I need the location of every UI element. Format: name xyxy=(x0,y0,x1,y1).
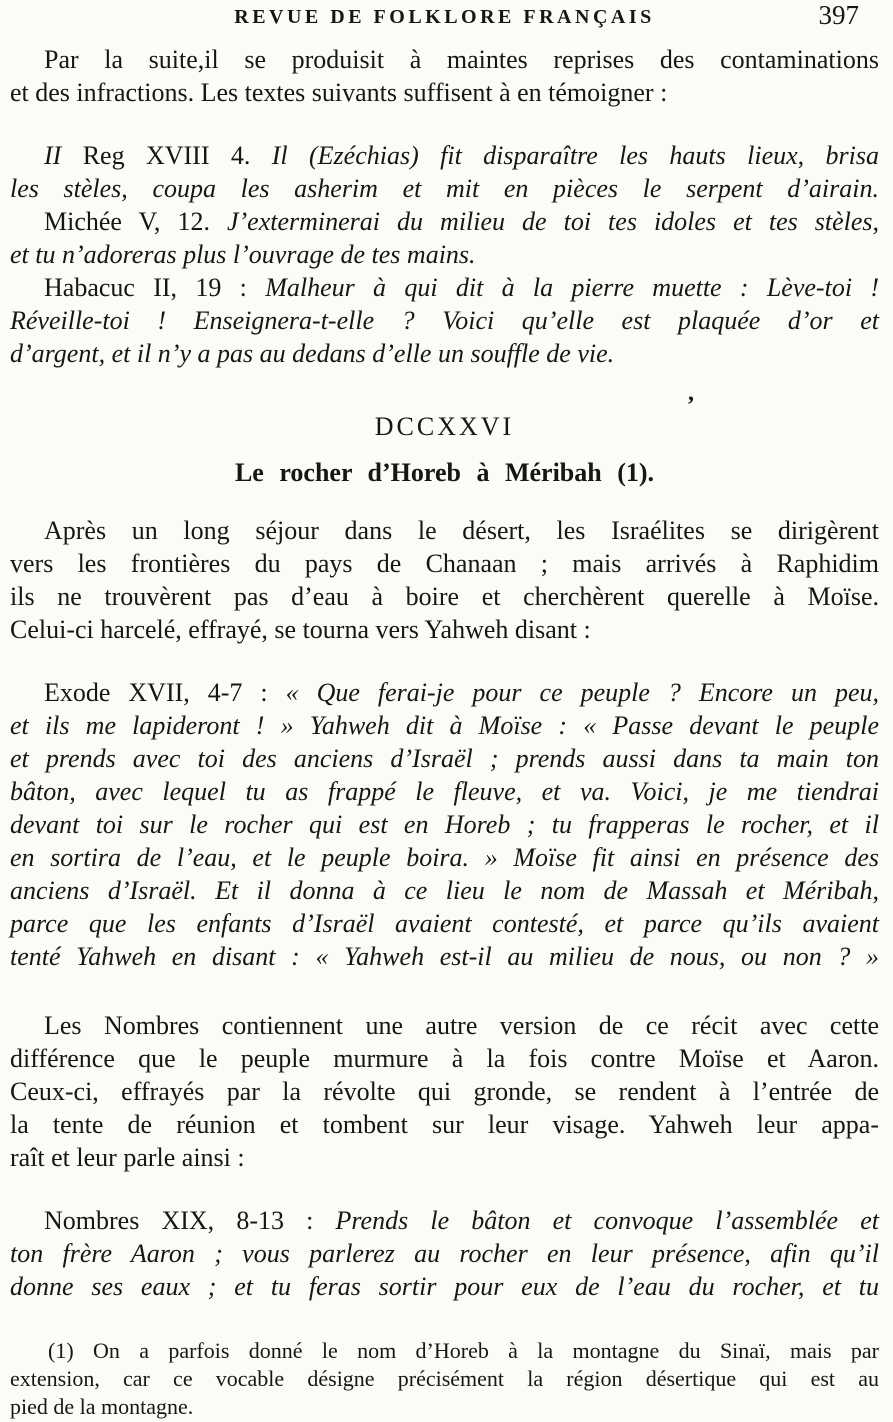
footnote xyxy=(10,1337,879,1421)
text-line xyxy=(10,1365,879,1393)
journal-title: REVUE DE FOLKLORE FRANÇAIS xyxy=(234,6,655,28)
roman-text: Après un long séjour dans le désert, les Israélites se dirigèrent xyxy=(44,516,879,545)
text-line xyxy=(10,709,879,742)
italic-text: et ils me lapideront ! » Yahweh dit à Moïse : « Passe devant le peuple xyxy=(10,711,879,740)
roman-text: Habacuc II, 19 : xyxy=(44,273,266,302)
roman-text: et des infractions. Les textes suivants suffisent à en témoigner : xyxy=(10,78,668,107)
quotation-block xyxy=(10,271,879,370)
text-line xyxy=(10,613,879,646)
italic-text: Il (Ezéchias) fit disparaître les hauts lieux, brisa xyxy=(271,141,879,170)
quotation-block xyxy=(10,676,879,973)
section-title: Le rocher d’Horeb à Méribah (1). xyxy=(234,458,655,487)
roman-text: extension, car ce vocable désigne précisément la région désertique qui est au xyxy=(10,1366,879,1391)
roman-text: la tente de réunion et tombent sur leur visage. Yahweh leur appa- xyxy=(10,1110,879,1139)
text-line xyxy=(10,1009,879,1042)
text-line xyxy=(10,808,879,841)
roman-text: Par la suite,il se produisit à maintes reprises des contaminations xyxy=(44,45,879,74)
text-line xyxy=(10,676,879,709)
text-line xyxy=(10,1204,879,1237)
text-line xyxy=(10,1075,879,1108)
text-line xyxy=(10,238,879,271)
italic-text: devant toi sur le rocher qui est en Horeb ; tu frapperas le rocher, et il xyxy=(10,810,879,839)
roman-text: vers les frontières du pays de Chanaan ; mais arrivés à Raphidim xyxy=(10,549,879,578)
text-line xyxy=(10,271,879,304)
roman-text: Ceux-ci, effrayés par la révolte qui gronde, se rendent à l’entrée de xyxy=(10,1077,879,1106)
ink-spot-artifact: , xyxy=(688,380,694,406)
text-line xyxy=(10,874,879,907)
italic-text: Réveille-toi ! Enseignera-t-elle ? Voici qu’elle est plaquée d’or et xyxy=(10,306,879,335)
text-line xyxy=(10,1141,879,1174)
text-line xyxy=(10,337,879,370)
text-line xyxy=(10,172,879,205)
italic-text: d’argent, et il n’y a pas au dedans d’elle un souffle de vie. xyxy=(10,339,615,368)
roman-text: (1) On a parfois donné le nom d’Horeb à la montagne du Sinaï, mais par xyxy=(48,1338,879,1363)
page-header xyxy=(10,0,879,35)
section-number-heading: DCCXXVI xyxy=(374,412,515,441)
text-line xyxy=(10,43,879,76)
text-line xyxy=(10,1237,879,1270)
text-line xyxy=(10,775,879,808)
text-line xyxy=(10,205,879,238)
text-line xyxy=(10,1108,879,1141)
text-line xyxy=(10,1337,879,1365)
italic-text: tenté Yahweh en disant : « Yahweh est-il au milieu de nous, ou non ? » xyxy=(10,942,879,971)
italic-text: Prends le bâton et convoque l’assemblée et xyxy=(335,1206,879,1235)
italic-text: II xyxy=(44,141,83,170)
text-line xyxy=(10,580,879,613)
italic-text: en sortira de l’eau, et le peuple boira. » Moïse fit ainsi en présence des xyxy=(10,843,879,872)
paragraph xyxy=(10,1009,879,1174)
text-blocks xyxy=(10,43,879,1421)
italic-text: J’exterminerai du milieu de toi tes idoles et tes stèles, xyxy=(226,207,879,236)
text-line xyxy=(10,1393,879,1421)
text-line xyxy=(10,304,879,337)
quotation-block xyxy=(10,205,879,271)
roman-text: Reg XVIII 4. xyxy=(82,141,272,170)
text-line xyxy=(10,742,879,775)
text-line xyxy=(10,841,879,874)
italic-text: les stèles, coupa les asherim et mit en pièces le serpent d’airain. xyxy=(10,174,879,203)
roman-text: différence que le peuple murmure à la fois contre Moïse et Aaron. xyxy=(10,1044,879,1073)
text-line xyxy=(10,907,879,940)
italic-text: ton frère Aaron ; vous parlerez au rocher en leur présence, afin qu’il xyxy=(10,1239,879,1268)
quotation-block xyxy=(10,1204,879,1303)
roman-text: Nombres XIX, 8-13 : xyxy=(44,1206,336,1235)
paragraph xyxy=(10,514,879,646)
roman-text: ils ne trouvèrent pas d’eau à boire et cherchèrent querelle à Moïse. xyxy=(10,582,879,611)
italic-text: parce que les enfants d’Israël avaient contesté, et parce qu’ils avaient xyxy=(10,909,879,938)
text-line xyxy=(10,940,879,973)
roman-text: pied de la montagne. xyxy=(10,1394,194,1419)
text-line xyxy=(10,547,879,580)
roman-text: raît et leur parle ainsi : xyxy=(10,1143,245,1172)
roman-text: Michée V, 12. xyxy=(44,207,227,236)
roman-text: Les Nombres contiennent une autre version de ce récit avec cette xyxy=(44,1011,879,1040)
italic-text: et tu n’adoreras plus l’ouvrage de tes mains. xyxy=(10,240,476,269)
italic-text: et prends avec toi des anciens d’Israël ; prends aussi dans ta main ton xyxy=(10,744,879,773)
italic-text: anciens d’Israël. Et il donna à ce lieu le nom de Massah et Méribah, xyxy=(10,876,879,905)
italic-text: « Que ferai-je pour ce peuple ? Encore un peu, xyxy=(285,678,879,707)
paragraph xyxy=(10,43,879,109)
italic-text: Malheur à qui dit à la pierre muette : Lève-toi ! xyxy=(265,273,879,302)
text-line xyxy=(10,139,879,172)
italic-text: donne ses eaux ; et tu feras sortir pour eux de l’eau du rocher, et tu xyxy=(10,1272,879,1301)
roman-text: Celui-ci harcelé, effrayé, se tourna vers Yahweh disant : xyxy=(10,615,591,644)
italic-text: bâton, avec lequel tu as frappé le fleuve, et va. Voici, je me tiendrai xyxy=(10,777,879,806)
page-number: 397 xyxy=(818,0,859,30)
text-line xyxy=(10,1042,879,1075)
text-line xyxy=(10,76,879,109)
text-line xyxy=(10,1270,879,1303)
quotation-block xyxy=(10,139,879,205)
roman-text: Exode XVII, 4-7 : xyxy=(44,678,286,707)
text-line xyxy=(10,514,879,547)
